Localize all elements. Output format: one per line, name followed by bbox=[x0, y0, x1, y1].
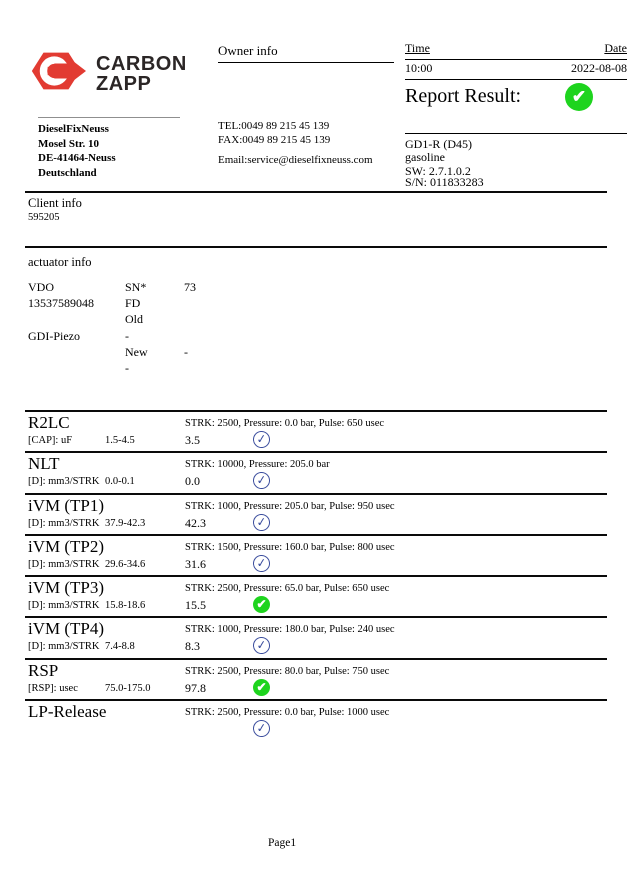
date-label: Date bbox=[604, 41, 627, 55]
actuator-old-value: - bbox=[125, 329, 129, 343]
test-row-r2lc bbox=[25, 410, 607, 451]
machine-serial-number: S/N: 011833283 bbox=[405, 175, 484, 189]
test-row-ivm-tp3 bbox=[25, 575, 607, 616]
test-unit: [CAP]: uF bbox=[28, 435, 73, 446]
test-name: R2LC bbox=[28, 413, 70, 432]
test-name: NLT bbox=[28, 454, 60, 474]
test-name: RSP bbox=[28, 660, 59, 680]
actuator-new-label: New bbox=[125, 345, 148, 359]
machine-fuel: gasoline bbox=[405, 150, 445, 164]
test-row-nlt bbox=[25, 451, 607, 492]
actuator-old-label: Old bbox=[125, 312, 143, 326]
test-value: 8.3 bbox=[185, 639, 200, 654]
owner-city: DE-41464-Neuss bbox=[38, 152, 116, 164]
test-conditions: STRK: 2500, Pressure: 65.0 bar, Pulse: 650 usec bbox=[185, 583, 390, 595]
time-label: Time bbox=[405, 41, 430, 55]
test-value: 15.5 bbox=[185, 598, 206, 613]
actuator-sn-label: SN* bbox=[125, 280, 147, 294]
test-conditions: STRK: 10000, Pressure: 205.0 bar bbox=[185, 459, 330, 471]
test-range: 0.0-0.1 bbox=[105, 476, 135, 488]
page-number: Page1 bbox=[268, 837, 297, 849]
divider-actuator bbox=[25, 246, 607, 248]
test-value: 31.6 bbox=[185, 556, 206, 571]
test-value: 0.0 bbox=[185, 474, 200, 489]
test-unit: [D]: mm3/STRK bbox=[28, 641, 100, 653]
test-pass-icon bbox=[252, 471, 271, 490]
test-range: 75.0-175.0 bbox=[105, 682, 151, 694]
test-unit: [D]: mm3/STRK bbox=[28, 558, 100, 570]
test-conditions: STRK: 2500, Pressure: 0.0 bar, Pulse: 650 usec bbox=[185, 418, 385, 429]
test-range: 29.6-34.6 bbox=[105, 558, 146, 570]
owner-contact-block bbox=[218, 119, 373, 167]
carbon-zapp-logo bbox=[30, 46, 187, 101]
carbon-zapp-logo-icon bbox=[30, 46, 87, 101]
test-range: 7.4-8.8 bbox=[105, 641, 135, 653]
test-unit: [D]: mm3/STRK bbox=[28, 600, 100, 612]
test-row-ivm-tp2 bbox=[25, 534, 607, 575]
time-date-values bbox=[405, 61, 627, 80]
client-info-value: 595205 bbox=[28, 212, 60, 223]
test-value: 97.8 bbox=[185, 680, 206, 695]
test-name: iVM (TP3) bbox=[28, 578, 105, 598]
test-name: LP-Release bbox=[28, 702, 107, 722]
owner-email: Email:service@dieselfixneuss.com bbox=[218, 154, 373, 166]
test-value: 3.5 bbox=[185, 433, 200, 447]
test-range: 15.8-18.6 bbox=[105, 600, 146, 612]
owner-info-heading: Owner info bbox=[218, 43, 394, 63]
report-result-label: Report Result: bbox=[405, 85, 522, 107]
test-pass-icon bbox=[253, 596, 270, 613]
owner-street: Mosel Str. 10 bbox=[38, 137, 100, 150]
test-row-ivm-tp1 bbox=[25, 493, 607, 534]
test-pass-icon bbox=[252, 513, 271, 532]
time-date-header bbox=[405, 41, 627, 60]
actuator-fd-label: FD bbox=[125, 296, 141, 310]
report-result-pass-icon bbox=[565, 83, 593, 111]
test-pass-icon bbox=[252, 430, 271, 449]
test-conditions: STRK: 1000, Pressure: 180.0 bar, Pulse: 240 usec bbox=[185, 624, 395, 636]
machine-model: GD1-R (D45) bbox=[405, 137, 472, 151]
report-meta-block bbox=[405, 41, 627, 191]
owner-name: DieselFixNeuss bbox=[38, 123, 109, 135]
actuator-new-value: - bbox=[184, 345, 188, 359]
test-pass-icon bbox=[252, 637, 271, 656]
machine-software-version: SW: 2.7.1.0.2 bbox=[405, 164, 471, 178]
actuator-type: GDI-Piezo bbox=[28, 329, 80, 343]
owner-tel: TEL:0049 89 215 45 139 bbox=[218, 120, 330, 132]
test-pass-icon bbox=[252, 719, 271, 738]
test-range: 1.5-4.5 bbox=[105, 435, 135, 446]
carbon-zapp-logo-text: CARBON ZAPP bbox=[96, 52, 187, 95]
actuator-brand: VDO bbox=[28, 280, 54, 294]
test-row-rsp bbox=[25, 658, 607, 699]
test-row-lp-release bbox=[25, 699, 607, 740]
test-name: iVM (TP4) bbox=[28, 619, 105, 639]
test-results-table bbox=[25, 410, 607, 740]
test-conditions: STRK: 2500, Pressure: 0.0 bar, Pulse: 1000 usec bbox=[185, 707, 390, 719]
test-value: 42.3 bbox=[185, 515, 206, 530]
owner-country: Deutschland bbox=[38, 166, 97, 179]
actuator-info-label: actuator info bbox=[28, 255, 92, 269]
test-row-ivm-tp4 bbox=[25, 616, 607, 657]
test-range: 37.9-42.3 bbox=[105, 517, 146, 529]
actuator-part-number: 13537589048 bbox=[28, 296, 94, 310]
test-unit: [D]: mm3/STRK bbox=[28, 517, 100, 529]
test-name: iVM (TP2) bbox=[28, 536, 105, 556]
test-pass-icon bbox=[252, 554, 271, 573]
date-value: 2022-08-08 bbox=[571, 61, 627, 75]
test-conditions: STRK: 1000, Pressure: 205.0 bar, Pulse: 950 usec bbox=[185, 500, 395, 512]
actuator-sn-value: 73 bbox=[184, 280, 196, 294]
test-unit: [D]: mm3/STRK bbox=[28, 476, 100, 488]
divider-client bbox=[25, 191, 607, 193]
test-conditions: STRK: 1500, Pressure: 160.0 bar, Pulse: 800 usec bbox=[185, 541, 395, 553]
test-pass-icon bbox=[253, 679, 270, 696]
time-value: 10:00 bbox=[405, 61, 433, 75]
machine-divider bbox=[405, 133, 627, 134]
actuator-extra-value: - bbox=[125, 361, 129, 375]
test-name: iVM (TP1) bbox=[28, 495, 105, 515]
owner-address-block bbox=[38, 117, 180, 180]
test-conditions: STRK: 2500, Pressure: 80.0 bar, Pulse: 750 usec bbox=[185, 665, 390, 677]
client-info-label: Client info bbox=[28, 196, 82, 210]
owner-fax: FAX:0049 89 215 45 139 bbox=[218, 134, 331, 146]
test-unit: [RSP]: usec bbox=[28, 682, 78, 694]
